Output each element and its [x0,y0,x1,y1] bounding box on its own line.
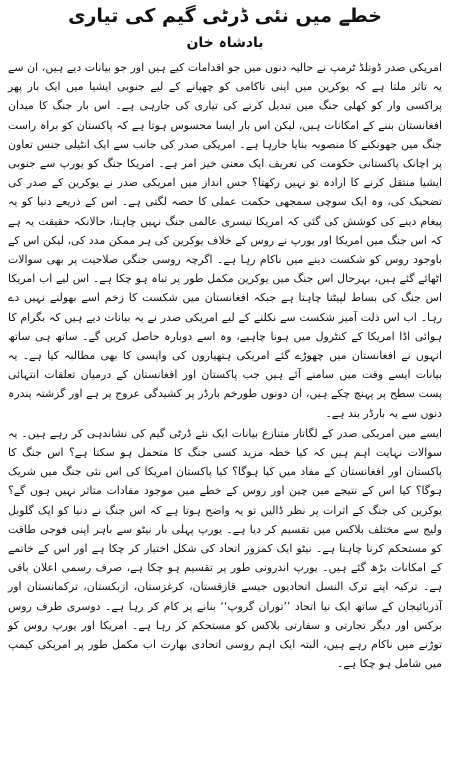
article-paragraph: امریکی صدر ڈونلڈ ٹرمپ نے حالیہ دنوں میں جو اقدامات کیے ہیں اور جو بیانات دیے ہیں، ان سے یہ تاثر ملتا ہے کہ یوکرین میں اپنی ناکامی کو چھپانے کے لیے جنوبی ایشیا میں ایک بار پھر پراکسی وار کو کھلی جنگ میں تبدیل کرنے کی تیاری کی جارہی ہے۔ اس بار جنگ کا میدان افغانستان بننے کے امکانات ہیں، لیکن اس بار ایسا محسوس ہوتا ہے کہ پاکستان کو براہ راست جنگ میں جھونکنے کا منصوبہ بنایا جارہا ہے۔ امریکی صدر کی جانب سے ایک انٹیلی جنس تعاون پر اچانک پاکستانی حکومت کی تعریف ایک معنی خیز امر ہے۔ امریکا جنگ کو یورپ سے جنوبی ایشیا منتقل کرنے کا ارادہ تو نہیں رکھتا؟ جس انداز میں امریکی صدر نے یوکرین کے صدر کی تضحیک کی، وہ ایک سوچی سمجھی حکمت عملی کا حصہ لگتی ہے۔ اس کے ذریعے دنیا کو یہ پیغام دینے کی کوشش کی گئی کہ امریکا تیسری عالمی جنگ نہیں چاہتا، حالانکہ حقیقت یہ ہے کہ اس جنگ میں امریکا اور یورپ نے روس کے خلاف یوکرین کی ہر ممکن مدد کی، لیکن اس کے باوجود روس کو شکست دینے میں ناکام رہا ہے۔ اگرچہ روسی جنگی صلاحیت پر بھی سوالات اٹھائے گئے ہیں، بہرحال اس جنگ میں یوکرین مکمل طور پر تباہ ہو چکا ہے۔ اس لیے اب امریکا اس جنگ کی بساط لپیٹنا چاہتا ہے جبکہ افغانستان میں شکست کا زخم اسے بھولنے نہیں دے رہا۔ اب اس ذلت آمیز شکست سے نکلنے کے لیے امریکی صدر نے یہ بیانات دیے ہیں کہ بگرام کا ہوائی اڈا امریکا کے کنٹرول میں ہونا چاہیے، وہ اسے دوبارہ حاصل کریں گے۔ ساتھ ہی ساتھ انہوں نے افغانستان میں چھوڑے گئے امریکی ہتھیاروں کی واپسی کا بھی مطالبہ کیا ہے۔ یہ بیانات ایسے وقت میں سامنے آئے ہیں جب پاکستان اور افغانستان کے درمیان تعلقات انتہائی پست سطح پر پہنچ چکے ہیں، ان دونوں طورخم بارڈر پر کشیدگی عروج پر ہے اور گزشتہ پندرہ دنوں سے یہ بارڈر بند ہے۔ [8,61,442,420]
article-body [8,58,442,674]
article-paragraph: ایسے میں امریکی صدر کے لگاتار متنازع بیانات ایک نئے ڈرٹی گیم کی نشاندہی کر رہے ہیں۔ یہ سوالات نہایت اہم ہیں کہ کیا خطہ مزید کسی جنگ کا متحمل ہو سکتا ہے؟ اس جنگ کا پاکستان اور افغانستان کے مفاد میں کیا ہوگا؟ کیا پاکستان امریکا کی اس نئی جنگ میں شریک ہوگا؟ کیا اس کے نتیجے میں چین اور روس کے خطے میں موجود مفادات متاثر نہیں ہوں گے؟ یوکرین کی جنگ کے اثرات پر نظر ڈالیں تو یہ واضح ہوتا ہے کہ اس جنگ نے دنیا کو ایک گلوبل ولیج سے مختلف بلاکس میں تقسیم کر دیا ہے۔ یورپ پہلی بار نیٹو سے باہر اپنی فوجی طاقت کو مستحکم کرنا چاہتا ہے۔ نیٹو ایک کمزور اتحاد کی شکل اختیار کر چکا ہے اور اس کے خاتمے کے امکانات بڑھ گئے ہیں۔ یورپ اندرونی طور پر تقسیم ہو چکا ہے، صرف رسمی اعلان باقی ہے۔ ترکیہ اپنے ترک النسل اتحادیوں جیسے قازقستان، کرغزستان، ازبکستان، ترکمانستان اور آذربائیجان کے ساتھ ایک نیا اتحاد ’’توران گروپ‘‘ بنانے پر کام کر رہا ہے۔ دوسری طرف روس برکس اور دیگر تجارتی و سفارتی بلاکس کو مستحکم کر رہا ہے۔ امریکا اور یورپ روس کو توڑنے میں ناکام رہے ہیں، البتہ ایک اہم روسی اتحادی بھارت اب مکمل طور پر امریکی کیمپ میں شامل ہو چکا ہے۔ [8,426,442,671]
article-headline: خطے میں نئی ڈرٹی گیم کی تیاری [68,5,382,27]
article-author: بادشاہ خان [186,35,264,51]
